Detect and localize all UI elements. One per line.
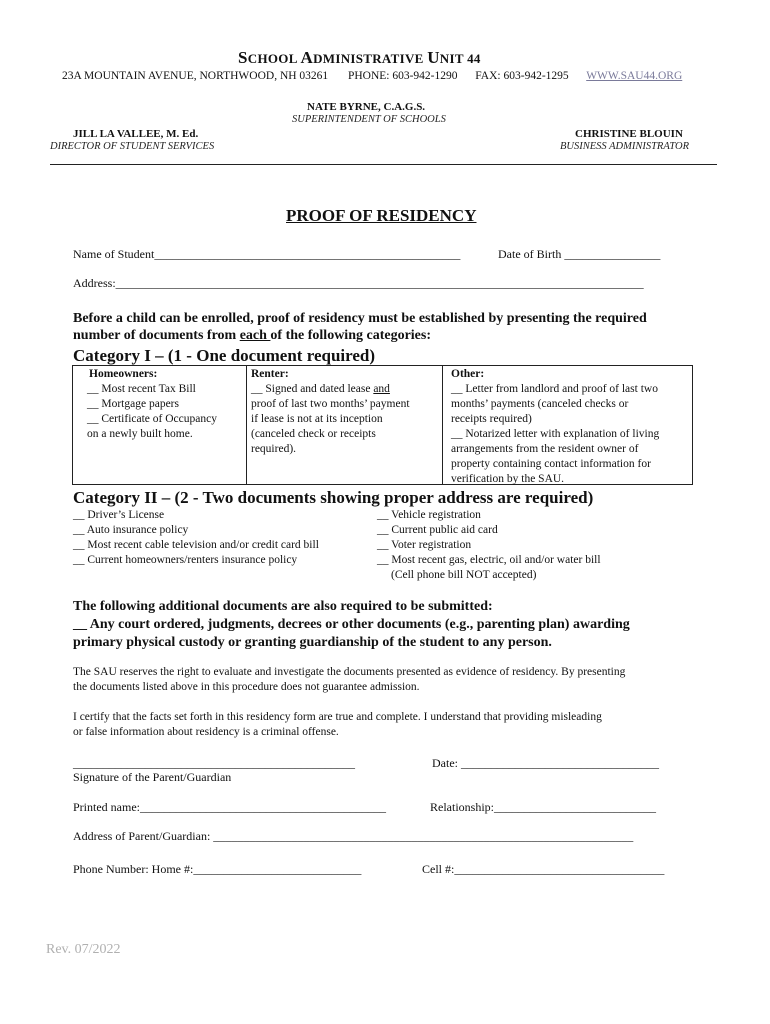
business-admin-title: BUSINESS ADMINISTRATOR (560, 141, 690, 152)
additional-docs-item-cont: primary physical custody or granting guardianship of the student to any person. (73, 635, 552, 650)
category-2-right-list (377, 508, 601, 583)
other-item: verification by the SAU. (451, 473, 565, 485)
category-2-heading: Category II – (2 - Two documents showing proper address are required) (73, 488, 594, 507)
certify-line: or false information about residency is a criminal offense. (73, 726, 339, 738)
director-name: JILL LA VALLEE, M. Ed. (73, 128, 199, 140)
category-2-item: __ Most recent gas, electric, oil and/or water bill (377, 554, 601, 566)
signature-line[interactable]: _______________________________________________ (73, 756, 355, 770)
category-2-item: __ Auto insurance policy (73, 524, 189, 536)
disclaimer-line: The SAU reserves the right to evaluate and investigate the documents presented as evidence of residency. By presenting (73, 666, 626, 678)
homeowners-heading: Homeowners: (89, 368, 158, 380)
renter-item: if lease is not at its inception (251, 413, 383, 425)
superintendent-title: SUPERINTENDENT OF SCHOOLS (292, 114, 446, 125)
renter-item: required). (251, 443, 297, 455)
additional-docs-item: __ Any court ordered, judgments, decrees or other documents (e.g., parenting plan) awarding (73, 617, 630, 632)
homeowners-cell (73, 366, 247, 484)
category-2-item: __ Vehicle registration (377, 509, 481, 521)
category-1-heading: Category I – (1 - One document required) (73, 346, 376, 365)
category-2-item: __ Voter registration (377, 539, 472, 551)
category-2-left-list (73, 508, 319, 568)
other-item: property containing contact information for (451, 458, 651, 470)
org-address: 23A MOUNTAIN AVENUE, NORTHWOOD, NH 03261 (62, 70, 329, 82)
org-website-link[interactable]: WWW.SAU44.ORG (586, 70, 683, 82)
other-item: __ Letter from landlord and proof of last two (451, 383, 658, 395)
homeowners-item: on a newly built home. (87, 428, 193, 440)
superintendent-name: NATE BYRNE, C.A.G.S. (307, 101, 426, 113)
disclaimer-line: the documents listed above in this procedure does not guarantee admission. (73, 681, 420, 693)
date-of-birth-field[interactable]: Date of Birth ________________ (498, 247, 661, 261)
parent-address-field[interactable]: Address of Parent/Guardian: ______________________________________________________________________ (73, 829, 634, 843)
address-field[interactable]: Address:________________________________________________________________________________________ (73, 276, 644, 290)
header-divider (50, 164, 717, 165)
category-2-item: __ Current homeowners/renters insurance policy (73, 554, 298, 566)
org-fax: FAX: 603-942-1295 (475, 70, 569, 82)
other-item: months’ payments (canceled checks or (451, 398, 629, 410)
printed-name-field[interactable]: Printed name:_________________________________________ (73, 800, 386, 814)
instruction-line-2: number of documents from each of the following categories: (73, 328, 431, 343)
other-item: receipts required) (451, 413, 532, 425)
category-2-note: (Cell phone bill NOT accepted) (391, 569, 537, 581)
category-2-item: __ Most recent cable television and/or credit card bill (73, 539, 319, 551)
additional-docs-heading: The following additional documents are also required to be submitted: (73, 599, 493, 614)
renter-item: proof of last two months’ payment (251, 398, 410, 410)
renter-item: (canceled check or receipts (251, 428, 376, 440)
homeowners-item: __ Most recent Tax Bill (87, 383, 196, 395)
revision-label: Rev. 07/2022 (46, 942, 121, 957)
renter-item: __ Signed and dated lease and (251, 383, 390, 395)
homeowners-item: __ Certificate of Occupancy (87, 413, 217, 425)
org-phone: PHONE: 603-942-1290 (347, 70, 458, 82)
org-address-line (62, 70, 682, 82)
student-name-field[interactable]: Name of Student___________________________________________________ (73, 247, 461, 261)
category-2-item: __ Current public aid card (377, 524, 498, 536)
form-title: PROOF OF RESIDENCY (286, 206, 477, 225)
cell-phone-field[interactable]: Cell #:___________________________________ (422, 862, 665, 876)
category-2-item: __ Driver’s License (73, 509, 165, 521)
director-title: DIRECTOR OF STUDENT SERVICES (50, 141, 215, 152)
home-phone-field[interactable]: Phone Number: Home #:____________________________ (73, 862, 362, 876)
instruction-line-1: Before a child can be enrolled, proof of residency must be established by presenting the required (73, 311, 647, 326)
other-item: arrangements from the resident owner of (451, 443, 639, 455)
signature-label: Signature of the Parent/Guardian (73, 770, 232, 784)
renter-cell (247, 366, 443, 484)
other-cell (443, 366, 692, 484)
renter-heading: Renter: (251, 368, 289, 380)
other-item: __ Notarized letter with explanation of living (451, 428, 660, 440)
certify-line: I certify that the facts set forth in this residency form are true and complete. I understand that providing misleading (73, 711, 602, 723)
other-heading: Other: (451, 368, 485, 380)
homeowners-item: __ Mortgage papers (87, 398, 179, 410)
category-1-table (72, 365, 693, 485)
relationship-field[interactable]: Relationship:___________________________ (430, 800, 656, 814)
date-field[interactable]: Date: _________________________________ (432, 756, 659, 770)
business-admin-name: CHRISTINE BLOUIN (575, 128, 683, 140)
org-name: SCHOOL ADMINISTRATIVE UNIT 44 (238, 48, 481, 67)
